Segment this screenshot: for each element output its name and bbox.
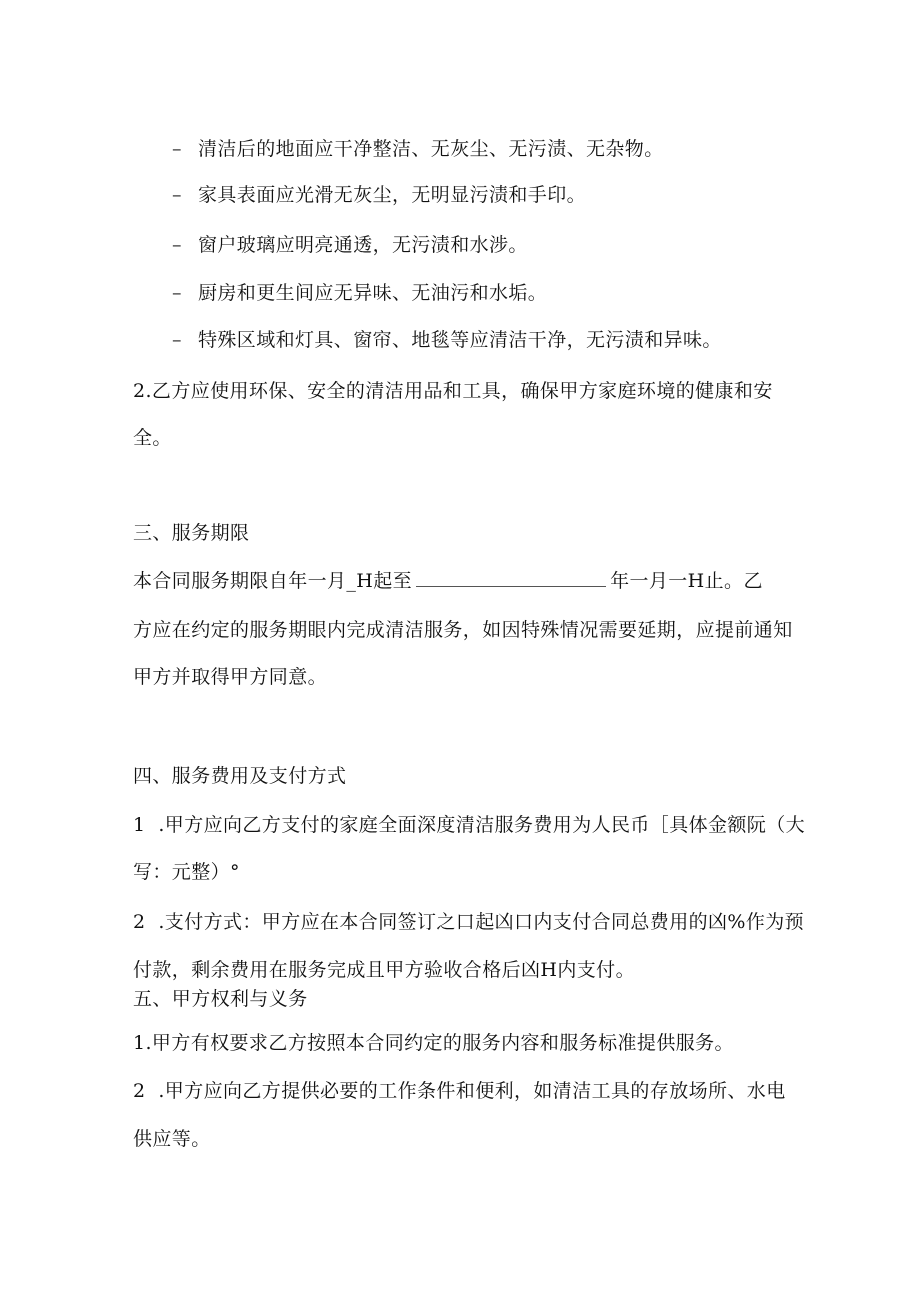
bullet-text: 厨房和更生间应无异味、无油污和水垢。 xyxy=(198,282,548,304)
section-3-line-2: 方应在约定的服务期眼内完成清洁服务，如因特殊情况需要延期，应提前通知 xyxy=(133,619,793,641)
section-5-item-2-line-2: 供应等。 xyxy=(133,1128,211,1150)
bullet-dash: – xyxy=(172,138,182,160)
bullet-dash: – xyxy=(172,329,182,351)
bullet-item-windows xyxy=(172,232,528,258)
section-3-line-1 xyxy=(133,568,763,594)
section-5-item-2-line-1: 2 .甲方应向乙方提供必要的工作条件和便利，如清洁工具的存放场所、水电 xyxy=(133,1080,786,1102)
clause-2-line-2: 全。 xyxy=(133,427,172,449)
section-4-item-2-line-1: 2 .支付方式：甲方应在本合同签订之口起凶口内支付合同总费用的凶%作为预 xyxy=(133,911,805,933)
bullet-text: 清洁后的地面应干净整洁、无灰尘、无污渍、无杂物。 xyxy=(198,138,664,160)
bullet-text: 特殊区域和灯具、窗帘、地毯等应清洁干净，无污渍和异味。 xyxy=(198,329,722,351)
bullet-text: 家具表面应光滑无灰尘，无明显污渍和手印。 xyxy=(198,184,587,206)
bullet-dash: – xyxy=(172,234,182,256)
section-5-item-1: 1.甲方有权要求乙方按照本合同约定的服务内容和服务标准提供服务。 xyxy=(133,1032,734,1054)
bullet-text: 窗户玻璃应明亮通透，无污渍和水涉。 xyxy=(198,234,528,256)
section-4-item-1-line-1: 1 .甲方应向乙方支付的家庭全面深度清洁服务费用为人民币［具体金额阮（大 xyxy=(133,814,806,836)
section-3-heading: 三、服务期限 xyxy=(133,522,250,544)
section-4-item-1-line-2: 写：元整）° xyxy=(133,861,240,883)
term-end-text: 年一月一H止。乙 xyxy=(610,570,763,592)
fill-in-blank xyxy=(416,568,606,587)
section-4-heading: 四、服务费用及支付方式 xyxy=(133,765,347,787)
bullet-item-floor xyxy=(172,136,664,162)
bullet-item-furniture xyxy=(172,182,586,208)
section-3-line-3: 甲方并取得甲方同意。 xyxy=(133,666,328,688)
bullet-item-kitchen xyxy=(172,280,547,306)
section-5-heading: 五、甲方权利与义务 xyxy=(133,988,308,1010)
bullet-dash: – xyxy=(172,282,182,304)
clause-2-line-1: 2.乙方应使用环保、安全的清洁用品和工具，确保甲方家庭环境的健康和安 xyxy=(133,380,773,402)
bullet-dash: – xyxy=(172,184,182,206)
section-4-item-2-line-2: 付款，剩余费用在服务完成且甲方验收合格后凶H内支付。 xyxy=(133,959,635,981)
bullet-item-special-areas xyxy=(172,327,722,353)
term-start-text: 本合同服务期限自年一月_H起至 xyxy=(133,570,413,592)
